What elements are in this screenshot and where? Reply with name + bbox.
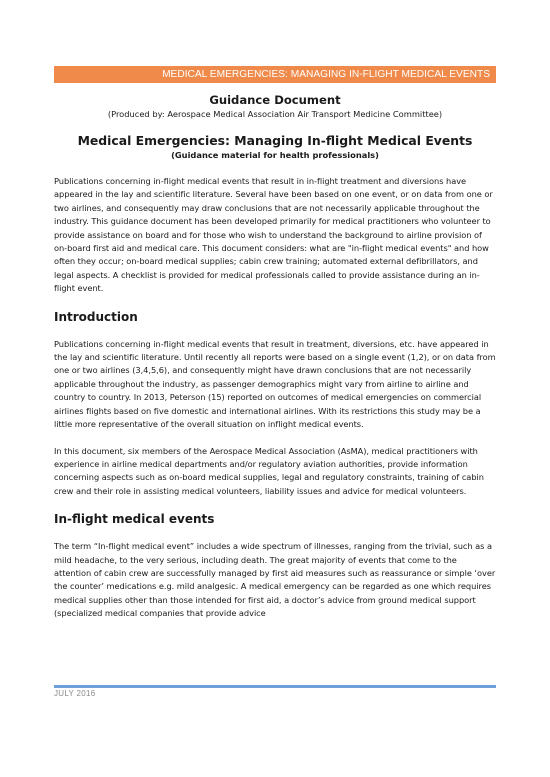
produced-by-line: (Produced by: Aerospace Medical Association Air Transport Medicine Committee) (107, 109, 443, 119)
header-banner: MEDICAL EMERGENCIES: MANAGING IN-FLIGHT MEDICAL EVENTS (54, 66, 496, 83)
main-title: Medical Emergencies: Managing In-flight Medical Events (77, 133, 473, 148)
section-heading-inflight-medical-events: In-flight medical events (54, 512, 215, 527)
abstract-paragraph: Publications concerning in-flight medical events that result in in-flight treatment and diversions have appeared in the lay and scientific literature. Several have been based on one event, or on data from one or two airlines, and consequently may draw conclusions that are not necessarily applicable throughout the industry. This guidance document has been developed primarily for medical practitioners who volunteer to provide assistance on board and for those who wish to understand the background to airline provision of on-board first aid and medical care. This document considers: what are "in-flight medical events" and how often they occur; on-board medical supplies; cabin crew training; automated external defibrillators, and legal aspects. A checklist is provided for medical professionals called to provide assistance during an in-flight event. (54, 176, 493, 294)
document-body (54, 93, 496, 634)
document-title: Guidance Document (209, 93, 341, 107)
subtitle: (Guidance material for health professionals) (171, 150, 379, 160)
introduction-paragraph-2: In this document, six members of the Aerospace Medical Association (AsMA), medical practitioners with experience in airline medical departments and/or regulatory aviation authorities, provide information concerning aspects such as on-board medical supplies, legal and regulatory constraints, training of cabin crew and their role in assisting medical volunteers, liability issues and advice for medical volunteers. (54, 445, 484, 496)
introduction-paragraph-1: Publications concerning in-flight medical events that result in treatment, diversions, etc. have appeared in the lay and scientific literature. Until recently all reports were based on a single event (1,2), or on data from one or two airlines (3,4,5,6), and consequently might have drawn conclusions that are not necessarily applicable throughout the industry, as passenger demographics might vary from airline to airline and country to country. In 2013, Peterson (15) reported on outcomes of medical emergencies on commercial airlines flights based on five domestic and international airlines. With its restrictions this study may be a little more representative of the overall situation on inflight medical events. (54, 338, 496, 430)
section-heading-introduction: Introduction (54, 309, 138, 324)
footer-divider (54, 685, 496, 688)
footer-date: JULY 2016 (54, 689, 96, 698)
inflight-medical-events-paragraph: The term “In-flight medical event” includes a wide spectrum of illnesses, ranging from the trivial, such as a mild headache, to the very serious, including death. The great majority of events that come to the attention of cabin crew are successfully managed by first aid measures such as reassurance or simple ‘over the counter’ medications e.g. mild analgesic. A medical emergency can be regarded as one which requires medical supplies other than those intended for first aid, a doctor’s advice from ground medical support (specialized medical companies that provide advice (54, 541, 496, 619)
